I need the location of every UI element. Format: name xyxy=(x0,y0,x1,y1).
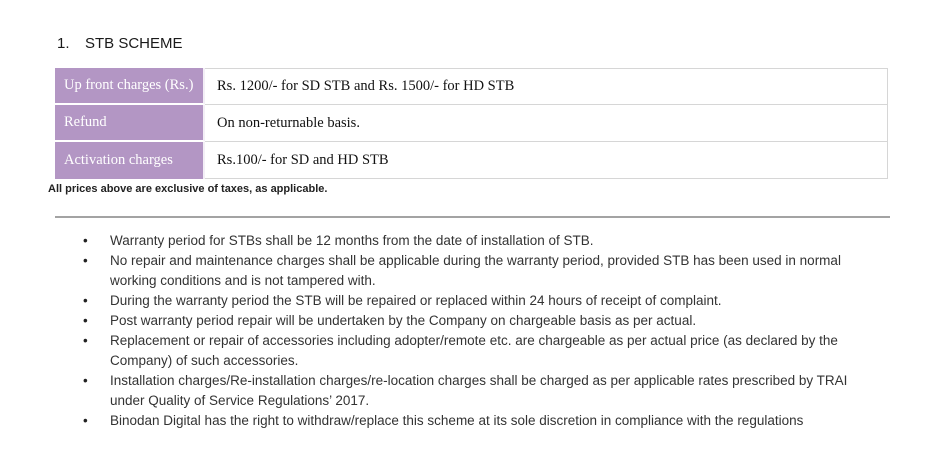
list-item xyxy=(55,231,880,251)
bullet-icon: • xyxy=(83,233,88,248)
table-row-value: Rs.100/- for SD and HD STB xyxy=(205,142,888,179)
table-row-value: On non-returnable basis. xyxy=(205,105,888,142)
tax-note: All prices above are exclusive of taxes, as applicable. xyxy=(48,183,328,195)
table-row xyxy=(55,142,888,179)
table-row xyxy=(55,105,888,142)
list-item xyxy=(55,311,880,331)
bullet-icon: • xyxy=(83,253,88,268)
list-item-text: Post warranty period repair will be undertaken by the Company on chargeable basis as per actual. xyxy=(110,313,697,328)
list-item-text: Replacement or repair of accessories including adopter/remote etc. are chargeable as per actual price (as declared by the Company) of such accessories. xyxy=(110,333,838,368)
table-row xyxy=(55,68,888,105)
list-item-text: Installation charges/Re-installation charges/re-location charges shall be charged as per applicable rates prescribed by TRAI under Quality of Service Regulations’ 2017. xyxy=(110,373,848,408)
list-item xyxy=(55,291,880,311)
stb-scheme-table xyxy=(55,68,888,179)
list-item xyxy=(55,251,880,291)
section-number: 1. xyxy=(57,35,70,52)
list-item-text: During the warranty period the STB will be repaired or replaced within 24 hours of receipt of complaint. xyxy=(110,293,722,308)
terms-list xyxy=(55,231,880,431)
bullet-icon: • xyxy=(83,413,88,428)
bullet-icon: • xyxy=(83,373,88,388)
list-item xyxy=(55,371,880,411)
bullet-icon: • xyxy=(83,313,88,328)
section-heading xyxy=(57,35,183,52)
bullet-icon: • xyxy=(83,333,88,348)
section-title: STB SCHEME xyxy=(85,35,183,52)
bullet-icon: • xyxy=(83,293,88,308)
table-row-label: Activation charges xyxy=(55,142,205,179)
list-item-text: Binodan Digital has the right to withdraw/replace this scheme at its sole discretion in compliance with the regulations xyxy=(110,413,804,428)
list-item xyxy=(55,331,880,371)
table-row-label: Refund xyxy=(55,105,205,142)
list-item xyxy=(55,411,880,431)
horizontal-rule xyxy=(55,216,890,218)
table-row-value: Rs. 1200/- for SD STB and Rs. 1500/- for HD STB xyxy=(205,68,888,105)
list-item-text: Warranty period for STBs shall be 12 months from the date of installation of STB. xyxy=(110,233,594,248)
list-item-text: No repair and maintenance charges shall be applicable during the warranty period, provided STB has been used in normal working conditions and is not tampered with. xyxy=(110,253,841,288)
table-row-label: Up front charges (Rs.) xyxy=(55,68,205,105)
